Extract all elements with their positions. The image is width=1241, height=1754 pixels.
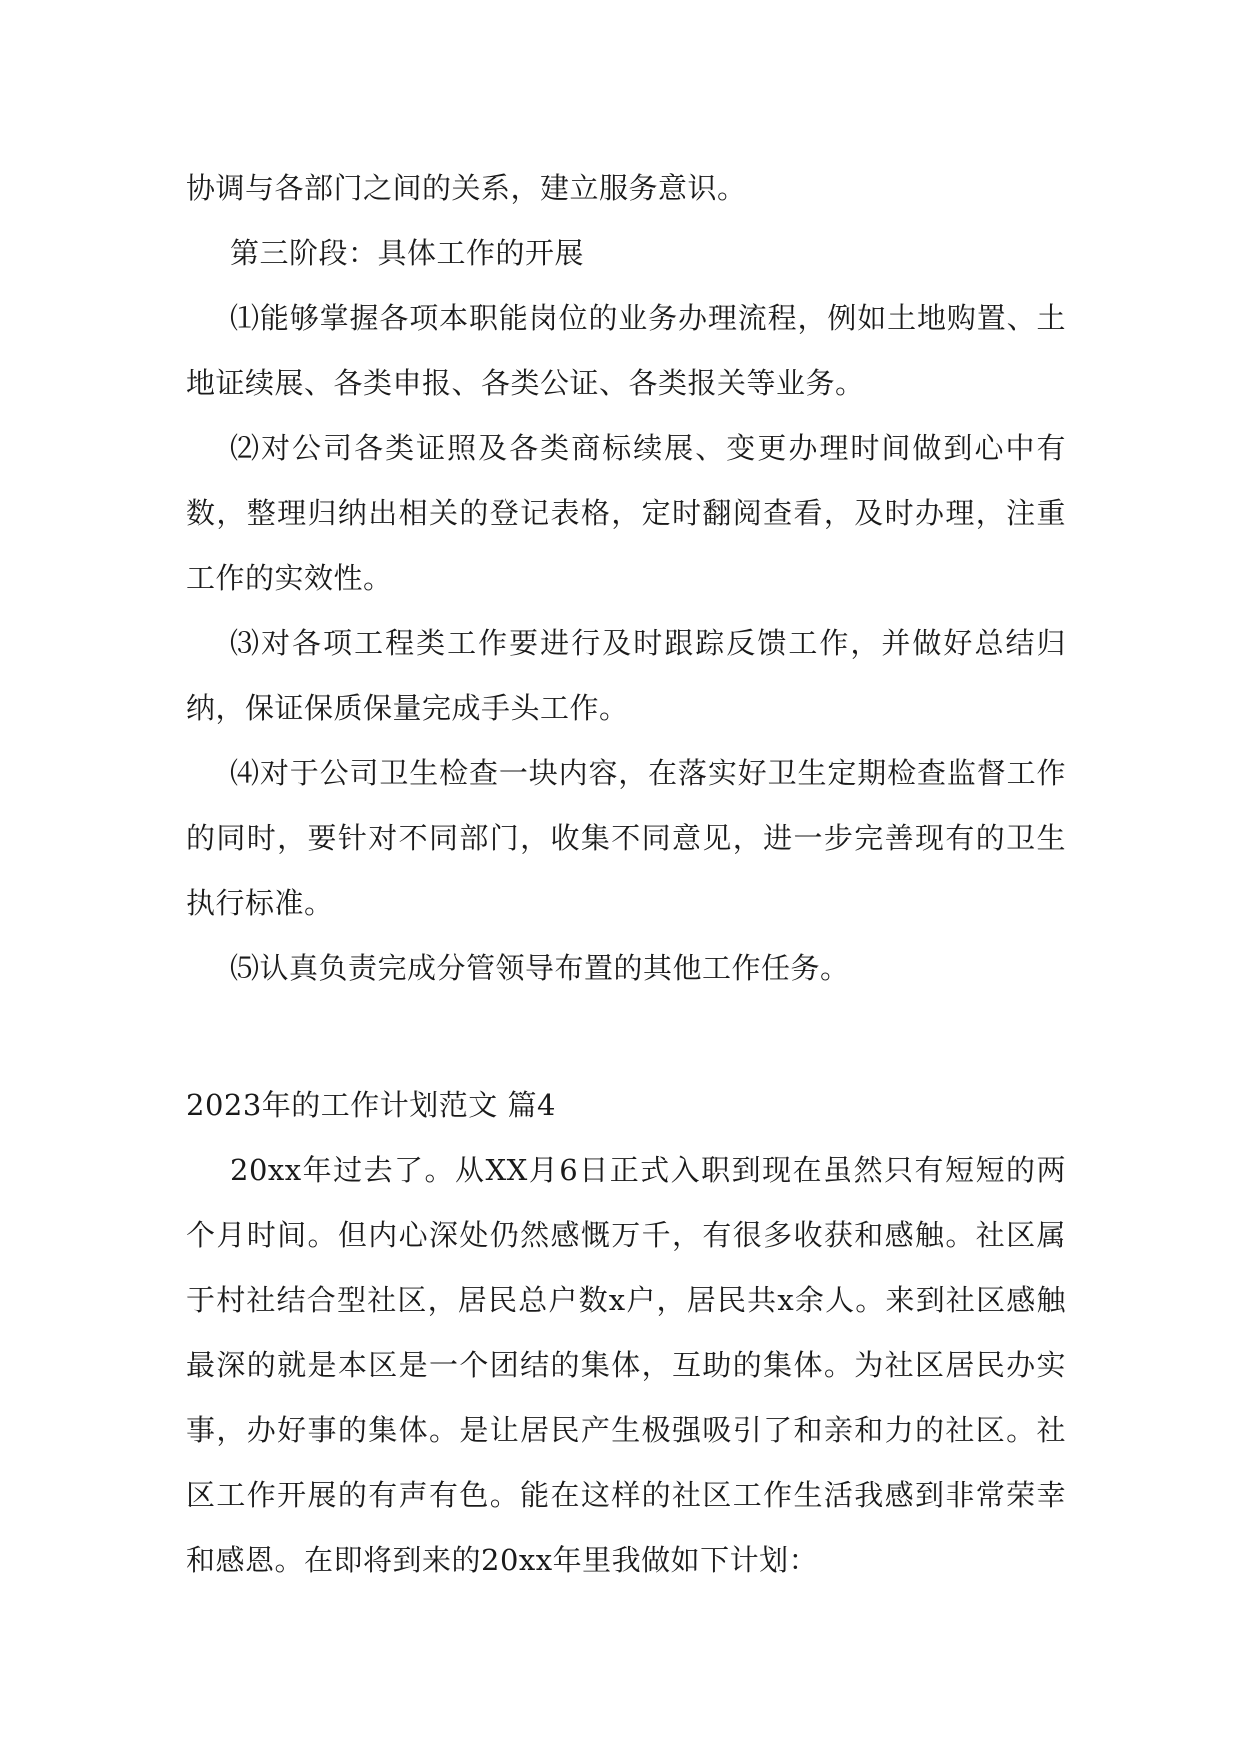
paragraph-item-4: ⑷对于公司卫生检查一块内容，在落实好卫生定期检查监督工作的同时，要针对不同部门，收集不同意见，进一步完善现有的卫生执行标准。 xyxy=(186,756,1066,920)
section-heading: 2023年的工作计划范文 篇4 xyxy=(186,1088,556,1122)
section-spacer xyxy=(186,1001,1066,1073)
paragraph-stage-three-title: 第三阶段：具体工作的开展 xyxy=(230,236,585,270)
paragraph-section-intro: 20xx年过去了。从XX月6日正式入职到现在虽然只有短短的两个月时间。但内心深处仍然感慨万千，有很多收获和感触。社区属于村社结合型社区，居民总户数x户，居民共x余人。来到社区感触最深的就是本区是一个团结的集体，互助的集体。为社区居民办实事，办好事的集体。是让居民产生极强吸引了和亲和力的社区。社区工作开展的有声有色。能在这样的社区工作生活我感到非常荣幸和感恩。在即将到来的20xx年里我做如下计划： xyxy=(186,1153,1066,1577)
paragraph-item-5: ⑸认真负责完成分管领导布置的其他工作任务。 xyxy=(230,951,850,985)
paragraph-item-2: ⑵对公司各类证照及各类商标续展、变更办理时间做到心中有数，整理归纳出相关的登记表格，定时翻阅查看，及时办理，注重工作的实效性。 xyxy=(186,431,1066,595)
paragraph-coordination: 协调与各部门之间的关系，建立服务意识。 xyxy=(186,171,747,205)
paragraph-item-3: ⑶对各项工程类工作要进行及时跟踪反馈工作，并做好总结归纳，保证保质保量完成手头工作。 xyxy=(186,626,1066,725)
paragraph-item-1: ⑴能够掌握各项本职能岗位的业务办理流程，例如土地购置、土地证续展、各类申报、各类公证、各类报关等业务。 xyxy=(186,301,1066,400)
document-body xyxy=(186,156,1066,1593)
